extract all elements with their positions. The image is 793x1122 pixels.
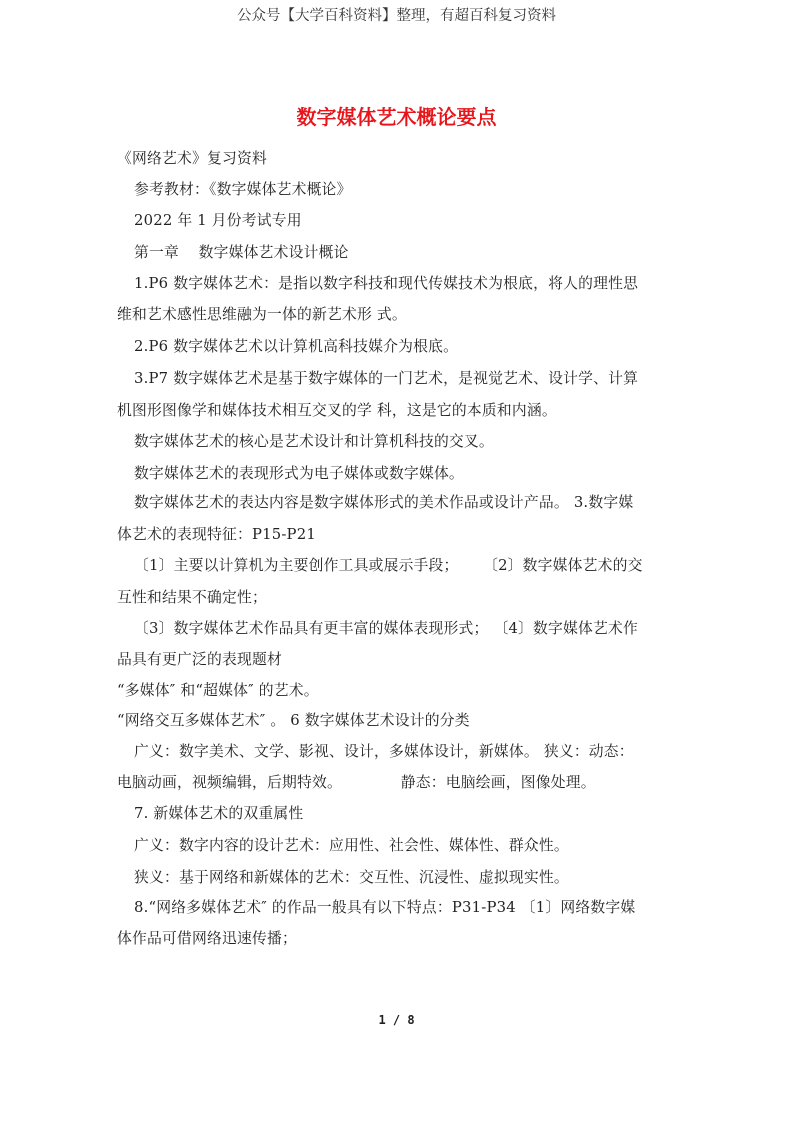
page-number: 1 / 8 <box>378 1013 415 1027</box>
paragraph-line: 品具有更广泛的表现题材 <box>117 651 282 668</box>
paragraph-line: 〔3〕数字媒体艺术作品具有更丰富的媒体表现形式； 〔4〕数字媒体艺术作 <box>134 620 639 637</box>
paragraph-line: 广义：数字内容的设计艺术：应用性、社会性、媒体性、群众性。 <box>134 837 569 854</box>
page-header: 公众号【大学百科资料】整理，有超百科复习资料 <box>237 8 556 24</box>
paragraph-line: 电脑动画，视频编辑，后期特效。 静态：电脑绘画，图像处理。 <box>117 774 596 791</box>
paragraph-line: 广义：数字美术、文学、影视、设计，多媒体设计，新媒体。 狭义：动态： <box>134 743 634 760</box>
paragraph-line: 数字媒体艺术的表达内容是数字媒体形式的美术作品或设计产品。 3.数字媒 <box>134 494 634 511</box>
paragraph-line: 7. 新媒体艺术的双重属性 <box>134 805 304 822</box>
paragraph-line: 体作品可借网络迅速传播； <box>117 930 297 947</box>
document-title: 数字媒体艺术概论要点 <box>296 105 497 129</box>
paragraph-line: 狭义：基于网络和新媒体的艺术：交互性、沉浸性、虚拟现实性。 <box>134 869 569 886</box>
paragraph-line: “多媒体″ 和“超媒体″ 的艺术。 <box>117 682 319 699</box>
paragraph-line: 互性和结果不确定性； <box>117 589 267 606</box>
paragraph-line: 3.P7 数字媒体艺术是基于数字媒体的一门艺术，是视觉艺术、设计学、计算 <box>134 370 639 387</box>
paragraph-line: 数字媒体艺术的核心是艺术设计和计算机科技的交叉。 <box>134 433 494 450</box>
paragraph-line: 1.P6 数字媒体艺术：是指以数字科技和现代传媒技术为根底，将人的理性思 <box>134 275 639 292</box>
paragraph-line: 2.P6 数字媒体艺术以计算机高科技媒介为根底。 <box>134 338 459 355</box>
paragraph-line: 2022 年 1 月份考试专用 <box>134 212 302 229</box>
paragraph-line: 8.“网络多媒体艺术″ 的作品一般具有以下特点：P31-P34 〔1〕网络数字媒 <box>134 899 636 916</box>
paragraph-line: 数字媒体艺术的表现形式为电子媒体或数字媒体。 <box>134 465 464 482</box>
paragraph-line: 〔1〕主要以计算机为主要创作工具或展示手段； 〔2〕数字媒体艺术的交 <box>134 557 643 574</box>
paragraph-line: 机图形图像学和媒体技术相互交叉的学 科，这是它的本质和内涵。 <box>117 402 557 419</box>
paragraph-line: 体艺术的表现特征：P15-P21 <box>117 526 316 543</box>
paragraph-line: 参考教材：《数字媒体艺术概论》 <box>134 181 352 198</box>
paragraph-line: 第一章 数字媒体艺术设计概论 <box>134 244 349 261</box>
paragraph-line: 《网络艺术》复习资料 <box>117 150 267 167</box>
paragraph-line: 维和艺术感性思维融为一体的新艺术形 式。 <box>117 306 407 323</box>
paragraph-line: “网络交互多媒体艺术″ 。 6 数字媒体艺术设计的分类 <box>117 712 470 729</box>
